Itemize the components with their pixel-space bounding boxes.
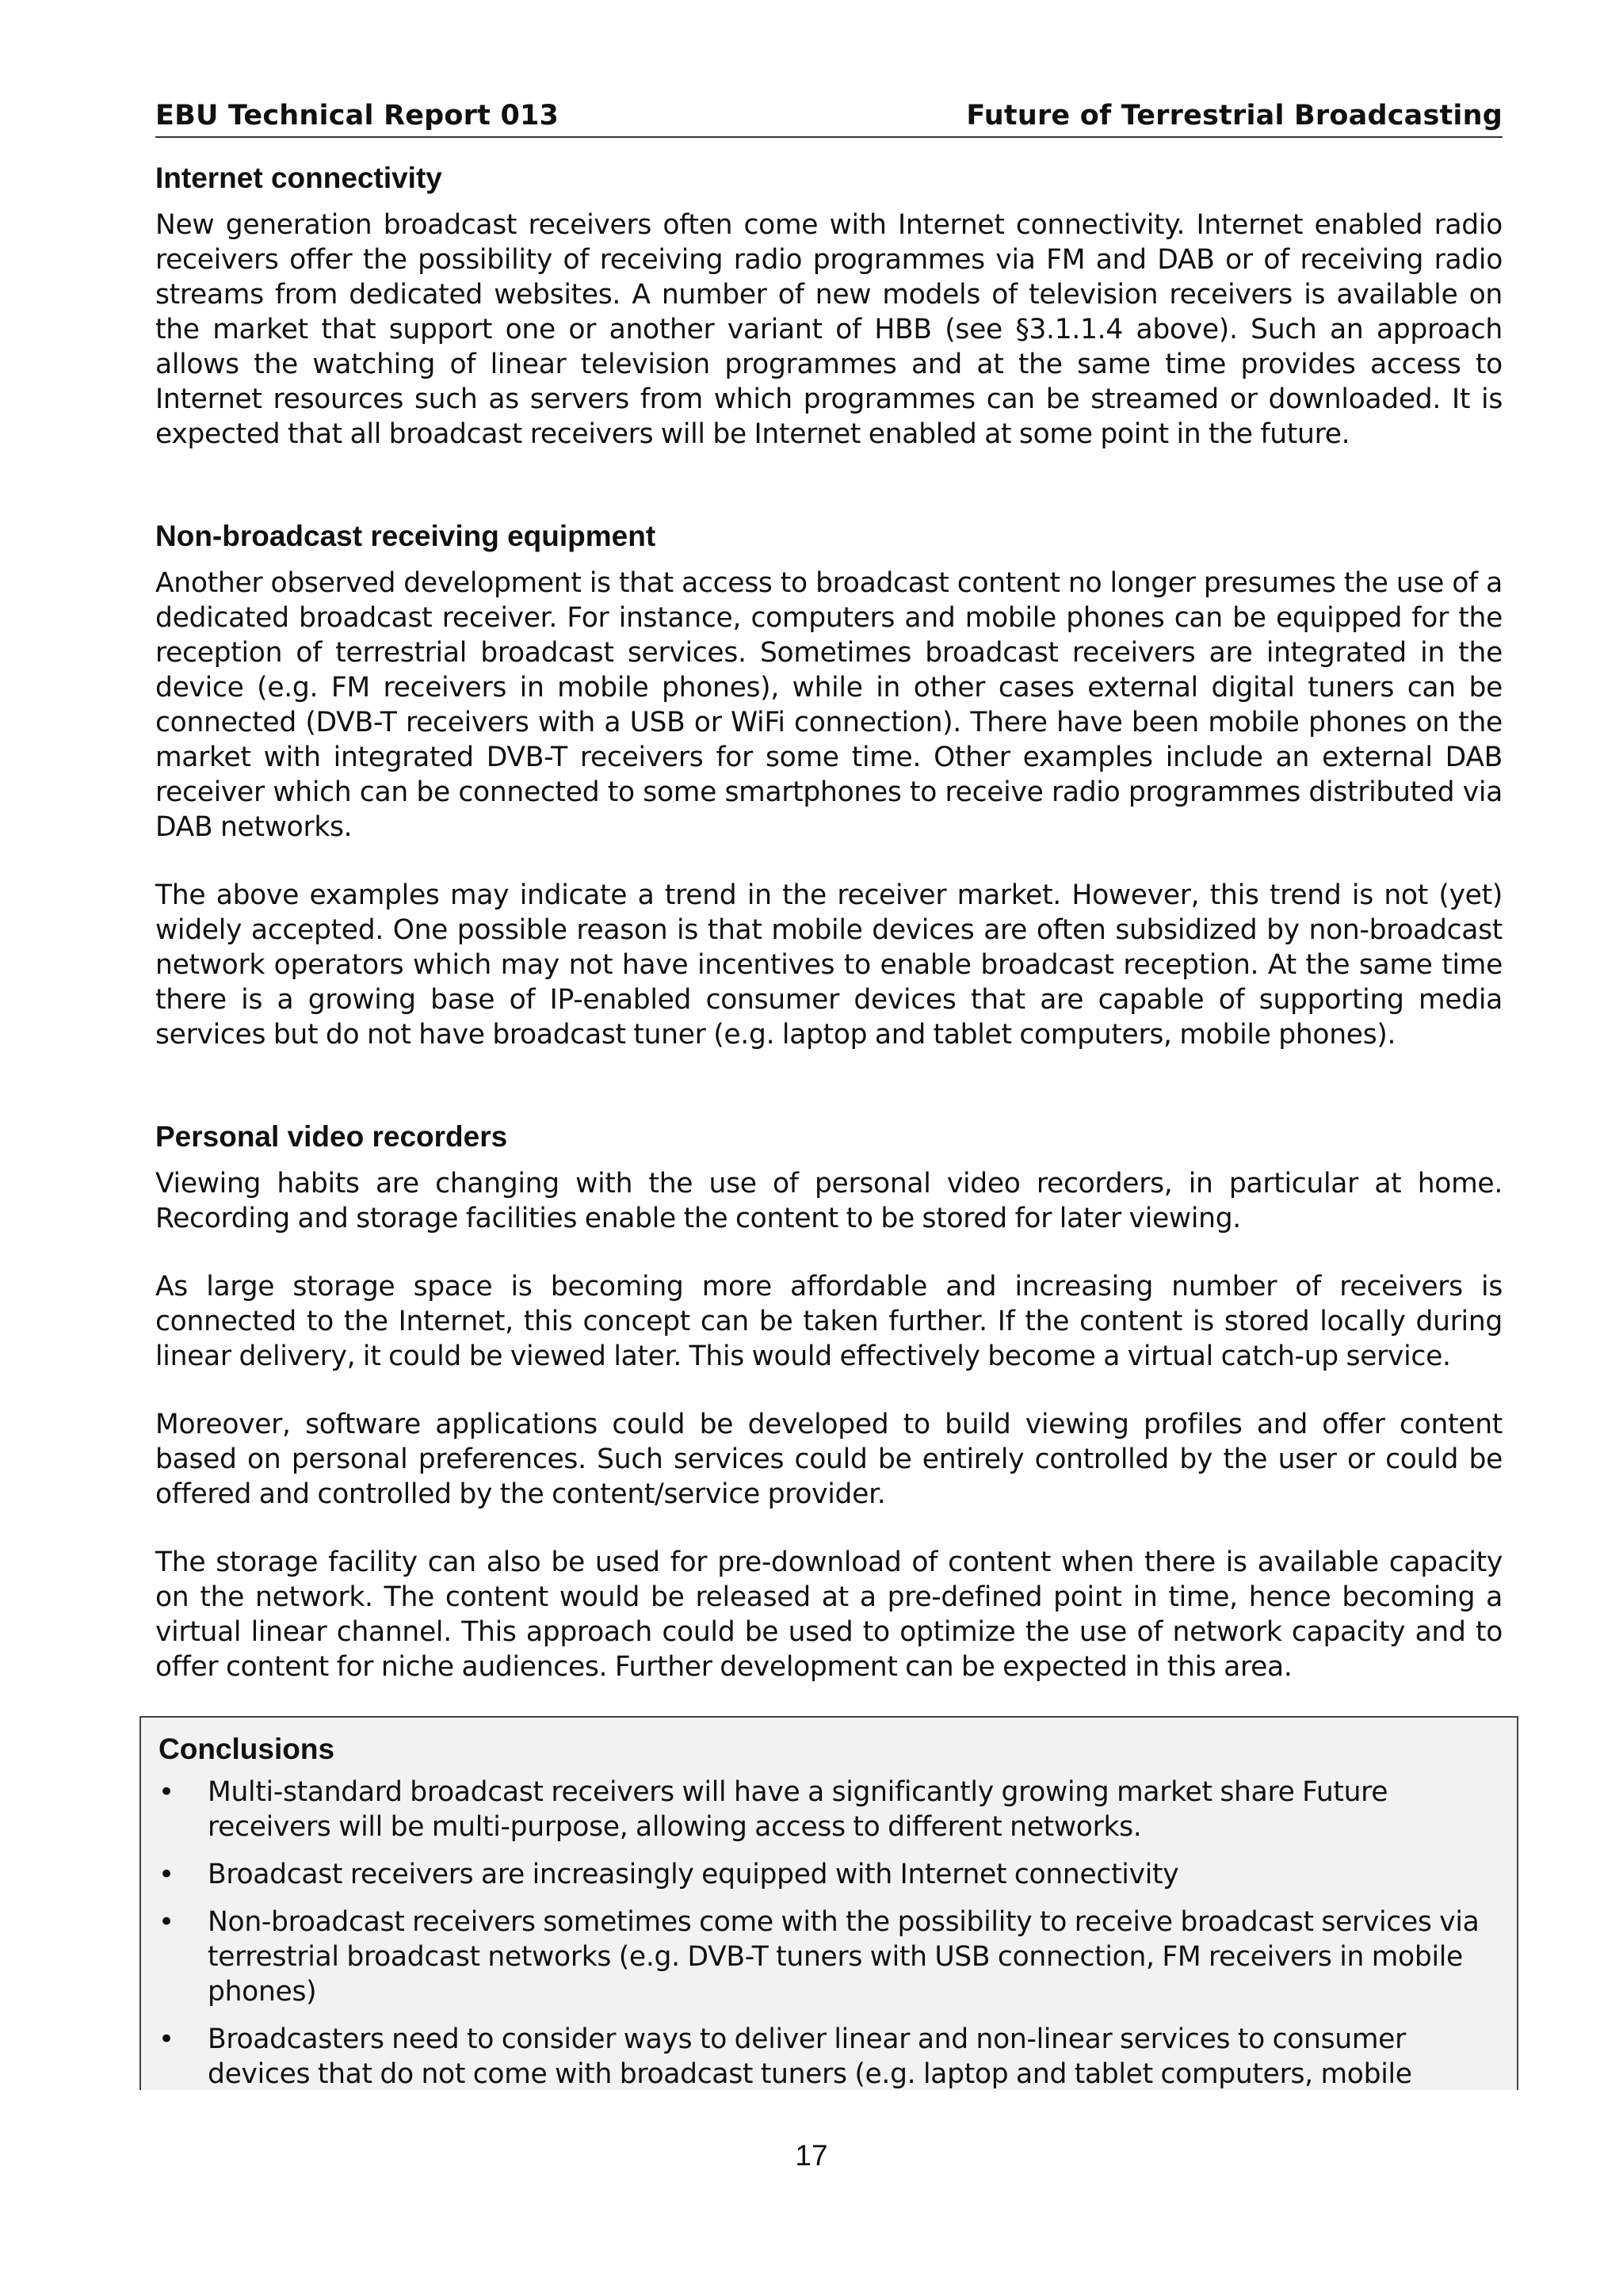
conclusions-box bbox=[139, 1716, 1518, 2090]
list-item-text: Broadcasters need to consider ways to deliver linear and non-linear services to consumer devices that do not come with broadcast tuners (e.g. laptop and tablet computers, mobile bbox=[208, 2023, 1412, 2090]
main-content bbox=[155, 158, 1503, 1718]
paragraph: The storage facility can also be used for pre-download of content when there is available capacity on the network. The content would be released at a pre-defined point in time, hence becoming a virtual linear channel. This approach could be used to optimize the use of network capacity and to offer content for niche audiences. Further development can be expected in this area. bbox=[155, 1547, 1503, 1683]
section-non-broadcast-equipment bbox=[155, 517, 1503, 1052]
section-internet-connectivity bbox=[155, 158, 1503, 452]
paragraph: Another observed development is that access to broadcast content no longer presumes the use of a dedicated broadcast receiver. For instance, computers and mobile phones can be equipped for the reception of terrestrial broadcast services. Sometimes broadcast receivers are integrated in the device (e.g. FM receivers in mobile phones), while in other cases external digital tuners can be connected (DVB-T receivers with a USB or WiFi connection). There have been mobile phones on the market with integrated DVB-T receivers for some time. Other examples include an external DAB receiver which can be connected to some smartphones to receive radio programmes distributed via DAB networks. bbox=[155, 567, 1503, 843]
bullet-icon: • bbox=[158, 2023, 175, 2055]
list-item bbox=[158, 2022, 1499, 2090]
running-header bbox=[155, 93, 1503, 138]
header-report-title: EBU Technical Report 013 bbox=[155, 100, 559, 132]
list-item-text: Multi-standard broadcast receivers will have a significantly growing market share Future receivers will be multi-purpose, allowing access to different networks. bbox=[208, 1776, 1388, 1843]
section-heading: Personal video recorders bbox=[155, 1120, 508, 1153]
section-heading: Non-broadcast receiving equipment bbox=[155, 520, 656, 552]
paragraph: Moreover, software applications could be developed to build viewing profiles and offer content based on personal preferences. Such services could be entirely controlled by the user or could be offered and controlled by the content/service provider. bbox=[155, 1409, 1503, 1510]
bullet-icon: • bbox=[158, 1906, 175, 1938]
page-number: 17 bbox=[795, 2139, 828, 2172]
bullet-icon: • bbox=[158, 1776, 175, 1808]
list-item bbox=[158, 1857, 1499, 1892]
conclusions-list bbox=[158, 1775, 1499, 2090]
bullet-icon: • bbox=[158, 1859, 175, 1890]
section-heading: Internet connectivity bbox=[155, 162, 442, 194]
paragraph: The above examples may indicate a trend in the receiver market. However, this trend is not (yet) widely accepted. One possible reason is that mobile devices are often subsidized by non-broadcast network operators which may not have incentives to enable broadcast reception. At the same time there is a growing base of IP-enabled consumer devices that are capable of supporting media services but do not have broadcast tuner (e.g. laptop and tablet computers, mobile phones). bbox=[155, 879, 1503, 1051]
paragraph: As large storage space is becoming more affordable and increasing number of receivers is connected to the Internet, this concept can be taken further. If the content is stored locally during linear delivery, it could be viewed later. This would effectively become a virtual catch-up service. bbox=[155, 1271, 1503, 1372]
paragraph: New generation broadcast receivers often come with Internet connectivity. Internet enabled radio receivers offer the possibility of receiving radio programmes via FM and DAB or of receiving radio streams from dedicated websites. A number of new models of television receivers is available on the market that support one or another variant of HBB (see §3.1.1.4 above). Such an approach allows the watching of linear television programmes and at the same time provides access to Internet resources such as servers from which programmes can be streamed or downloaded. It is expected that all broadcast receivers will be Internet enabled at some point in the future. bbox=[155, 209, 1503, 450]
list-item-text: Non-broadcast receivers sometimes come with the possibility to receive broadcast services via terrestrial broadcast networks (e.g. DVB-T tuners with USB connection, FM receivers in mobile phones) bbox=[208, 1906, 1480, 2008]
conclusions-heading: Conclusions bbox=[158, 1733, 335, 1765]
list-item bbox=[158, 1775, 1499, 1844]
list-item-text: Broadcast receivers are increasingly equipped with Internet connectivity bbox=[208, 1859, 1179, 1890]
section-personal-video-recorders bbox=[155, 1117, 1503, 1684]
paragraph: Viewing habits are changing with the use of personal video recorders, in particular at home. Recording and storage facilities enable the content to be stored for later viewing. bbox=[155, 1168, 1503, 1234]
header-document-title: Future of Terrestrial Broadcasting bbox=[966, 100, 1503, 132]
list-item bbox=[158, 1905, 1499, 2009]
